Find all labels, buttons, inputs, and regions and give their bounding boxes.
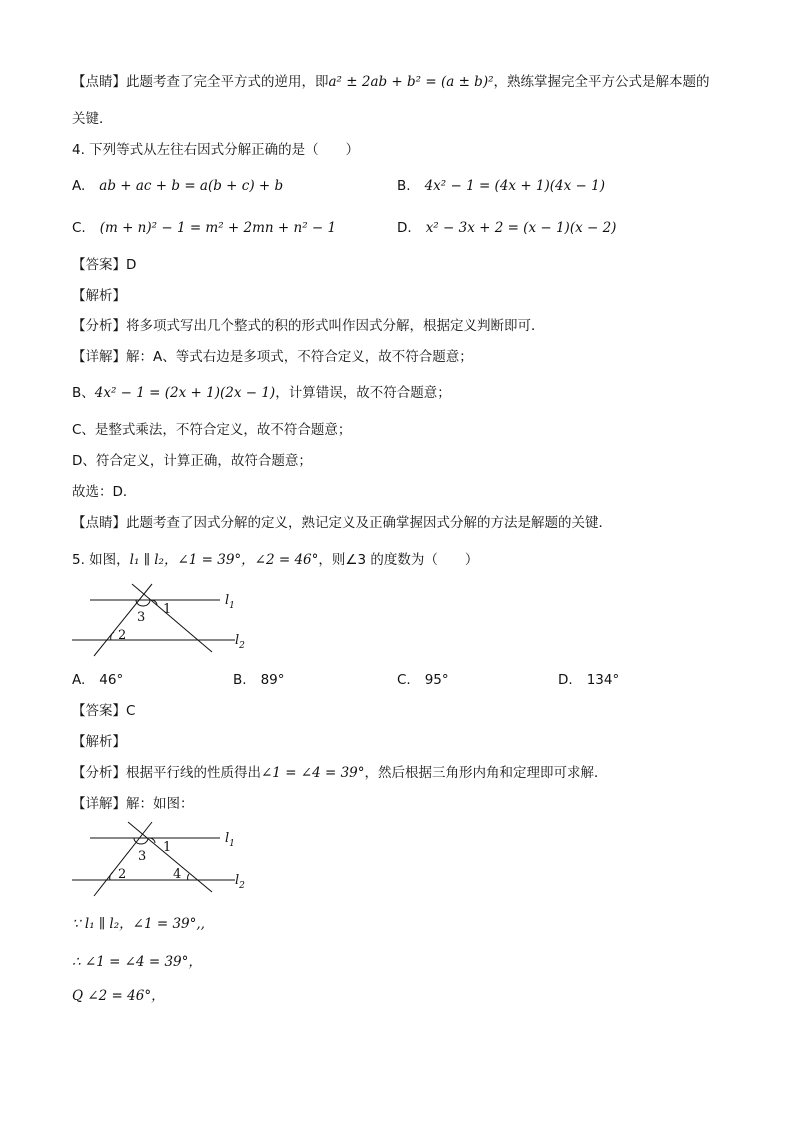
q4-option-d xyxy=(397,218,616,238)
q5-option-b-text: 89° xyxy=(260,672,285,688)
q4-jiexi: 【解析】 xyxy=(72,288,126,304)
q5-answer-value: C xyxy=(126,703,136,719)
q4-answer-value: D xyxy=(126,257,137,273)
q5-figure xyxy=(70,580,260,660)
angle-3-arc xyxy=(134,838,148,844)
q4-option-c xyxy=(72,218,336,238)
label-2: 2 xyxy=(118,867,127,882)
q5-fenxi-pre: 根据平行线的性质得出 xyxy=(126,765,261,781)
q4-option-c-label: C. xyxy=(72,220,86,236)
q5-option-d xyxy=(558,670,619,690)
label-l2: $l_2$ xyxy=(235,873,245,891)
q4-fenxi-text: 将多项式写出几个整式的积的形式叫作因式分解，根据定义判断即可． xyxy=(126,318,545,334)
q5-option-d-text: 134° xyxy=(586,672,620,688)
q5-option-c-label: C. xyxy=(397,672,411,688)
q5-answer-tag: 【答案】 xyxy=(72,703,126,719)
q5-fenxi-tag: 【分析】 xyxy=(72,765,126,781)
q4-dianjing xyxy=(72,513,612,533)
angle-4-arc xyxy=(188,874,189,880)
angle-2-arc xyxy=(111,632,114,640)
q4-option-b-text: 4x² − 1 = (4x + 1)(4x − 1) xyxy=(424,178,605,194)
label-l1: $l_1$ xyxy=(225,831,235,849)
q5-option-a xyxy=(72,670,123,690)
q4-xiangjie-tag: 【详解】 xyxy=(72,349,126,365)
q4-option-a-text: ab + ac + b = a(b + c) + b xyxy=(99,178,284,194)
dianjing-tag: 【点睛】 xyxy=(72,74,126,90)
q4-dianjing-text: 此题考查了因式分解的定义，熟记定义及正确掌握因式分解的方法是解题的关键． xyxy=(126,515,612,531)
q5-stem-post: ，则∠3 的度数为（ ） xyxy=(318,552,479,568)
q4-dianjing-tag: 【点睛】 xyxy=(72,515,126,531)
label-1: 1 xyxy=(163,602,172,617)
label-4: 4 xyxy=(173,867,182,882)
q5-xiangjie-tag: 【详解】 xyxy=(72,796,126,812)
q4-option-b xyxy=(397,176,605,196)
q5-xiangjie-text: 解：如图： xyxy=(126,796,194,812)
q4-option-b-label: B. xyxy=(397,178,411,194)
q5-option-a-label: A. xyxy=(72,672,86,688)
q5-step-1: ∵ l₁ ∥ l₂，∠1 = 39°,, xyxy=(72,916,205,932)
q4-option-a-label: A. xyxy=(72,178,86,194)
q4-step-b xyxy=(72,383,451,403)
q4-choose: 故选：D． xyxy=(72,484,137,500)
q5-fenxi-math: ∠1 = ∠4 = 39° xyxy=(261,765,365,781)
q5-option-c xyxy=(397,670,449,690)
q5-stem xyxy=(72,550,478,570)
q4-step-b-post: ，计算错误，故不符合题意； xyxy=(275,385,451,401)
q5-solution-figure xyxy=(70,820,260,900)
label-l1: $l_1$ xyxy=(225,593,235,611)
q4-stem: 4. 下列等式从左往右因式分解正确的是（ ） xyxy=(72,142,360,158)
q4-option-d-label: D. xyxy=(397,220,412,236)
dianjing-line-2: 关键． xyxy=(72,111,113,127)
q5-stem-math: l₁ ∥ l₂，∠1 = 39°，∠2 = 46° xyxy=(129,552,319,568)
q4-option-c-text: (m + n)² − 1 = m² + 2mn + n² − 1 xyxy=(99,220,337,236)
label-l2: $l_2$ xyxy=(235,633,245,651)
q4-xiangjie-text: 解：A、等式右边是多项式，不符合定义，故不符合题意； xyxy=(126,349,473,365)
q5-option-d-label: D. xyxy=(558,672,573,688)
dianjing-text-post: ，熟练掌握完全平方公式是解本题的 xyxy=(493,74,710,90)
q4-xiangjie xyxy=(72,347,473,367)
q4-option-d-text: x² − 3x + 2 = (x − 1)(x − 2) xyxy=(425,220,617,236)
q5-fenxi xyxy=(72,763,608,783)
q5-option-b-label: B. xyxy=(233,672,247,688)
q5-xiangjie xyxy=(72,794,194,814)
q4-step-b-formula: 4x² − 1 = (2x + 1)(2x − 1) xyxy=(94,385,276,401)
q5-answer xyxy=(72,701,135,721)
q4-fenxi-tag: 【分析】 xyxy=(72,318,126,334)
label-3: 3 xyxy=(138,849,147,864)
q4-fenxi xyxy=(72,316,545,336)
q4-step-b-pre: B、 xyxy=(72,385,95,401)
q4-step-c: C、是整式乘法，不符合定义，故不符合题意； xyxy=(72,422,352,438)
q5-option-b xyxy=(233,670,285,690)
dianjing-line-1 xyxy=(72,72,710,92)
label-3: 3 xyxy=(137,610,146,625)
q5-option-a-text: 46° xyxy=(99,672,124,688)
q4-answer xyxy=(72,255,136,275)
q5-stem-pre: 5. 如图， xyxy=(72,552,130,568)
q4-option-a xyxy=(72,176,283,196)
label-2: 2 xyxy=(118,628,127,643)
dianjing-formula: a² ± 2ab + b² = (a ± b)² xyxy=(328,74,494,90)
q5-jiexi: 【解析】 xyxy=(72,734,126,750)
q5-option-c-text: 95° xyxy=(424,672,449,688)
q4-step-d: D、符合定义，计算正确，故符合题意； xyxy=(72,453,312,469)
q5-step-2: ∴ ∠1 = ∠4 = 39°， xyxy=(72,954,202,970)
label-1: 1 xyxy=(163,840,172,855)
q5-fenxi-post: ，然后根据三角形内角和定理即可求解． xyxy=(364,765,608,781)
q4-answer-tag: 【答案】 xyxy=(72,257,126,273)
dianjing-text-pre: 此题考查了完全平方式的逆用，即 xyxy=(126,74,329,90)
q5-step-3: Q ∠2 = 46°， xyxy=(72,988,165,1004)
